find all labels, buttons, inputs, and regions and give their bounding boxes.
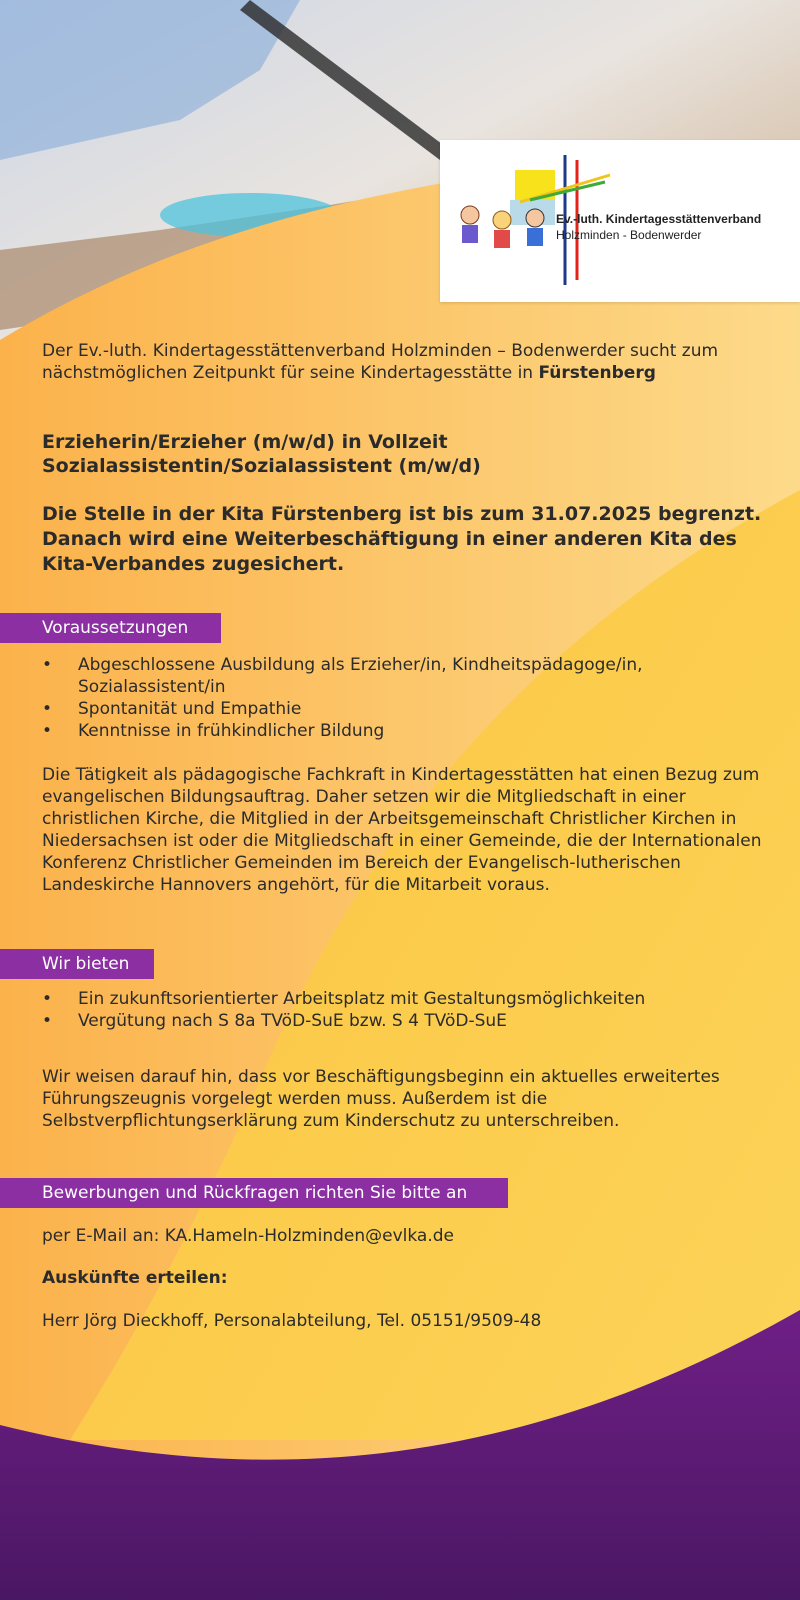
offer-heading: Wir bieten <box>0 949 154 979</box>
requirements-heading: Voraussetzungen <box>0 613 221 643</box>
logo-subtitle: Holzminden - Bodenwerder <box>556 228 702 242</box>
apply-section <box>42 1225 762 1332</box>
organization-logo <box>440 140 800 302</box>
list-item: • Vergütung nach S 8a TVöD-SuE bzw. S 4 TVöD-SuE <box>42 1010 762 1032</box>
list-item: • Kenntnisse in frühkindlicher Bildung <box>42 720 762 742</box>
intro-location: Fürstenberg <box>538 363 656 383</box>
email-line[interactable]: per E-Mail an: KA.Hameln-Holzminden@evlka.de <box>42 1226 454 1246</box>
requirements-section <box>42 654 762 896</box>
offer-section <box>42 988 762 1132</box>
job-titles <box>42 430 762 478</box>
list-item: • Ein zukunftsorientierter Arbeitsplatz mit Gestaltungsmöglichkeiten <box>42 988 762 1010</box>
intro-text <box>42 340 762 384</box>
job-title-educator: Erzieherin/Erzieher (m/w/d) in Vollzeit <box>42 431 448 453</box>
list-item: • Abgeschlossene Ausbildung als Erzieher/in, Kindheitspädagoge/in, Sozialassistent/in <box>42 654 762 698</box>
offer-paragraph: Wir weisen darauf hin, dass vor Beschäftigungsbeginn ein aktuelles erweitertes Führungszeugnis vorgelegt werden muss. Außerdem ist die Selbstverpflichtungserklärung zum Kinderschutz zu unterschreiben. <box>42 1067 720 1131</box>
offer-list <box>42 988 762 1032</box>
info-heading: Auskünfte erteilen: <box>42 1268 228 1288</box>
job-title-social-assistant: Sozialassistentin/Sozialassistent (m/w/d) <box>42 455 481 477</box>
requirements-paragraph: Die Tätigkeit als pädagogische Fachkraft in Kindertagesstätten hat einen Bezug zum evangelischen Bildungsauftrag. Daher setzen wir die Mitgliedschaft in einer christlichen Kirche, die Mitglied in der Arbeitsgemeinschaft Christlicher Kirchen in Niedersachsen ist oder die Mitgliedschaft in einer Gemeinde, die der Internationalen Konferenz Christlicher Gemeinden im Bereich der Evangelisch-lutherischen Landeskirche Hannovers angehört, für die Mitarbeit voraus. <box>42 765 762 895</box>
contact-person: Herr Jörg Dieckhoff, Personalabteilung, Tel. 05151/9509-48 <box>42 1311 542 1331</box>
position-notice: Die Stelle in der Kita Fürstenberg ist bis zum 31.07.2025 begrenzt. Danach wird eine Weiterbeschäftigung in einer anderen Kita des Kita-Verbandes zugesichert. <box>42 503 762 575</box>
requirements-list <box>42 654 762 742</box>
intro-sentence: Der Ev.-luth. Kindertagesstättenverband Holzminden – Bodenwerder sucht zum nächstmöglichen Zeitpunkt für seine Kindertagesstätte in <box>42 341 719 383</box>
apply-heading: Bewerbungen und Rückfragen richten Sie bitte an <box>0 1178 508 1208</box>
logo-title: Ev.-luth. Kindertagesstättenverband <box>556 212 762 226</box>
list-item: • Spontanität und Empathie <box>42 698 762 720</box>
